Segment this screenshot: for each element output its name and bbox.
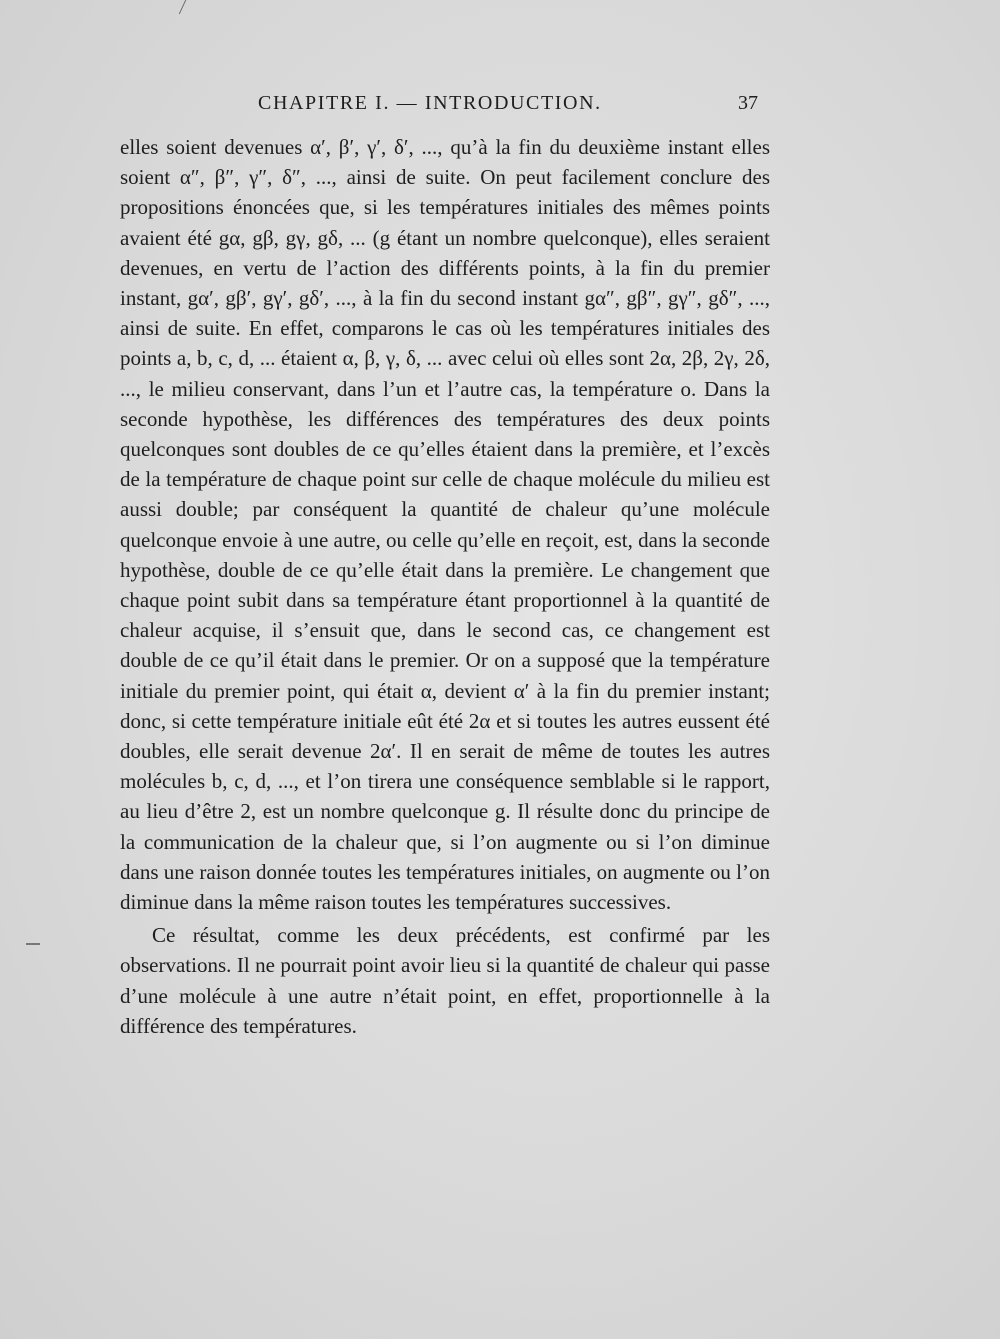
page-header (258, 92, 758, 122)
paragraph-1: elles soient devenues α′, β′, γ′, δ′, ..., qu’à la fin du deuxième instant elles soient α″, β″, γ″, δ″, ..., ainsi de suite. On peut facilement conclure des propositions énoncées que, si les températures initiales des mêmes points avaient été gα, gβ, gγ, gδ, ... (g étant un nombre quelconque), elles seraient devenues, en vertu de l’action des différents points, à la fin du premier instant, gα′, gβ′, gγ′, gδ′, ..., à la fin du second instant gα″, gβ″, gγ″, gδ″, ..., ainsi de suite. En effet, comparons le cas où les températures initiales des points a, b, c, d, ... étaient α, β, γ, δ, ... avec celui où elles sont 2α, 2β, 2γ, 2δ, ..., le milieu conservant, dans l’un et l’autre cas, la température o. Dans la seconde hypothèse, les différences des températures des deux points quelconques sont doubles de ce qu’elles étaient dans la première, et l’excès de la température de chaque point sur celle de chaque molécule du milieu est aussi double; par conséquent la quantité de chaleur qu’une molécule quelconque envoie à une autre, ou celle qu’elle en reçoit, est, dans la seconde hypothèse, double de ce qu’elle était dans la première. Le changement que chaque point subit dans sa température étant proportionnel à la quantité de chaleur acquise, il s’ensuit que, dans le second cas, ce changement est double de ce qu’il était dans le premier. Or on a supposé que la température initiale du premier point, qui était α, devient α′ à la fin du premier instant; donc, si cette température initiale eût été 2α et si toutes les autres eussent été doubles, elle serait devenue 2α′. Il en serait de même de toutes les autres molécules b, c, d, ..., et l’on tirera une conséquence semblable si le rapport, au lieu d’être 2, est un nombre quelconque g. Il résulte donc du principe de la communication de la chaleur que, si l’on augmente ou si l’on diminue dans une raison donnée toutes les températures initiales, on augmente ou l’on diminue dans la même raison toutes les températures successives. (120, 135, 770, 915)
corner-mark (167, 0, 187, 14)
page-body (120, 132, 770, 1041)
paragraph-2: Ce résultat, comme les deux précédents, est confirmé par les observations. Il ne pourrait point avoir lieu si la quantité de chaleur qui passe d’une molécule à une autre n’était point, en effet, proportionnelle à la différence des températures. (120, 923, 770, 1038)
page-number: 37 (738, 92, 758, 114)
margin-mark (26, 943, 40, 945)
running-head: CHAPITRE I. — INTRODUCTION. (258, 92, 602, 114)
